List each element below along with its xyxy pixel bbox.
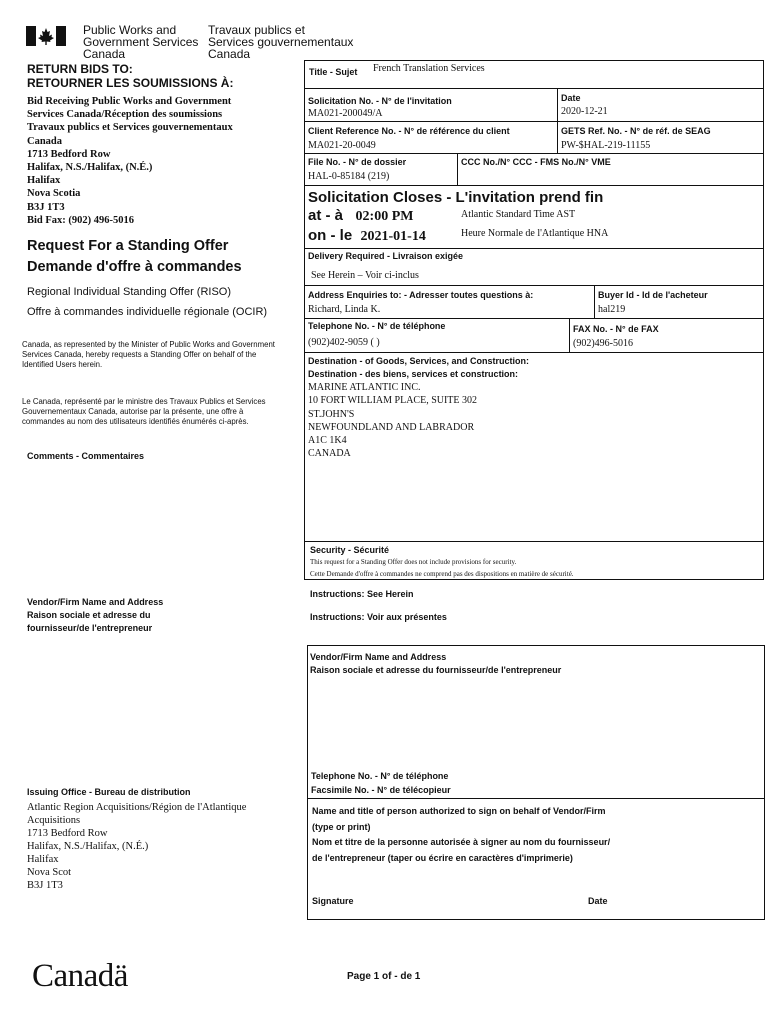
- instructions-en: Instructions: See Herein: [310, 589, 414, 599]
- gets-value: PW-$HAL-219-11155: [561, 140, 651, 151]
- destination-label: Destination - of Goods, Services, and Construction: Destination - des biens, services et construction:: [308, 356, 530, 379]
- vendor-label-left: Vendor/Firm Name and Address Raison sociale et adresse du fournisseur/de l'entrepreneur: [27, 597, 164, 633]
- close-time: 02:00 PM: [355, 209, 414, 224]
- telephone-label: Telephone No. - N° de téléphone: [308, 321, 446, 331]
- page-number: Page 1 of - de 1: [347, 971, 421, 982]
- file-label: File No. - N° de dossier: [308, 157, 407, 167]
- delivery-label: Delivery Required - Livraison exigée: [308, 251, 464, 261]
- security-text-fr: Cette Demande d'offre à commandes ne comprend pas des dispositions en matière de sécurité.: [310, 570, 574, 578]
- gov-name-en: Public Works and Government Services Canada: [83, 23, 199, 61]
- close-date: 2021-01-14: [360, 229, 426, 244]
- signature-label: Signature: [312, 896, 354, 906]
- timezone-fr: Heure Normale de l'Atlantique HNA: [461, 228, 609, 239]
- security-label: Security - Sécurité: [310, 545, 390, 555]
- comments-label: Comments - Commentaires: [27, 451, 145, 461]
- closes-label: Solicitation Closes - L'invitation prend fin: [308, 189, 604, 206]
- gov-name-fr: Travaux publics et Services gouvernementaux Canada: [208, 23, 354, 61]
- enquiries-value: Richard, Linda K.: [308, 304, 381, 315]
- authorized-signer-label: Name and title of person authorized to sign on behalf of Vendor/Firm (type or print) Nom et titre de la personne autorisée à signer au nom du fournisseur/ de l'entrepreneur (taper ou écrire en caractères d'imprimerie): [312, 806, 611, 863]
- issuing-office-label: Issuing Office - Bureau de distribution: [27, 787, 191, 797]
- rso-title: Request For a Standing Offer Demande d'offre à commandes: [27, 238, 242, 275]
- title-label: Title - Sujet: [309, 67, 358, 77]
- vendor-signature-box: [307, 645, 765, 920]
- delivery-value: See Herein – Voir ci-inclus: [311, 270, 419, 281]
- security-text-en: This request for a Standing Offer does not include provisions for security.: [310, 558, 517, 566]
- issuing-office-address: Atlantic Region Acquisitions/Région de l'Atlantique Acquisitions 1713 Bedford Row Halifax, N.S./Halifax, (N.É.) Halifax Nova Scot B3J 1T3: [27, 802, 247, 891]
- request-paragraph-fr: Le Canada, représenté par le ministre des Travaux Publics et Services Gouvernementaux Canada, autorise par la présente, une offre à commandes au nom des utilisateurs identifiés énumérés ci-après.: [22, 397, 266, 426]
- signature-date-label: Date: [588, 896, 608, 906]
- return-bids-heading: RETURN BIDS TO: RETOURNER LES SOUMISSIONS À:: [27, 62, 234, 90]
- canada-flag-icon: [26, 26, 66, 46]
- destination-address: MARINE ATLANTIC INC. 10 FORT WILLIAM PLACE, SUITE 302 ST.JOHN'S NEWFOUNDLAND AND LABRADOR A1C 1K4 CANADA: [308, 382, 478, 460]
- file-value: HAL-0-85184 (219): [308, 171, 390, 182]
- instructions-fr: Instructions: Voir aux présentes: [310, 612, 447, 622]
- closes-on-line: on - le 2021-01-14: [308, 227, 426, 244]
- solicitation-label: Solicitation No. - N° de l'invitation: [308, 96, 452, 106]
- solicitation-value: MA021-200049/A: [308, 108, 383, 119]
- closes-at-line: at - à 02:00 PM: [308, 207, 414, 224]
- telephone-value: (902)402-9059 ( ): [308, 337, 380, 348]
- vendor-facsimile-label: Facsimile No. - N° de télécopieur: [311, 785, 451, 795]
- ccc-label: CCC No./N° CCC - FMS No./N° VME: [461, 157, 611, 167]
- request-paragraph-en: Canada, as represented by the Minister of Public Works and Government Services Canada, hereby requests a Standing Offer on behalf of the Identified Users herein.: [22, 340, 275, 369]
- return-address: Bid Receiving Public Works and Government Services Canada/Réception des soumissions Travaux publics et Services gouvernementaux Canada 1713 Bedford Row Halifax, N.S./Halifax, (N.É.) Halifax Nova Scotia B3J 1T3 Bid Fax: (902) 496-5016: [27, 96, 233, 226]
- vendor-label-right: Vendor/Firm Name and Address Raison sociale et adresse du fournisseur/de l'entrepreneur: [310, 652, 562, 675]
- vendor-telephone-label: Telephone No. - N° de téléphone: [311, 771, 449, 781]
- buyer-value: hal219: [598, 304, 626, 315]
- solicitation-form: [304, 60, 764, 580]
- timezone-en: Atlantic Standard Time AST: [461, 209, 576, 220]
- enquiries-label: Address Enquiries to: - Adresser toutes questions à:: [308, 290, 534, 300]
- fax-value: (902)496-5016: [573, 338, 633, 349]
- buyer-label: Buyer Id - Id de l'acheteur: [598, 290, 708, 300]
- title-value: French Translation Services: [373, 63, 485, 74]
- client-ref-label: Client Reference No. - N° de référence du client: [308, 126, 510, 136]
- fax-label: FAX No. - N° de FAX: [573, 324, 659, 334]
- canada-wordmark: Canadä: [32, 958, 128, 994]
- date-label: Date: [561, 93, 581, 103]
- client-ref-value: MA021-20-0049: [308, 140, 376, 151]
- riso-type: Regional Individual Standing Offer (RISO) Offre à commandes individuelle régionale (OCIR): [27, 286, 268, 318]
- date-value: 2020-12-21: [561, 106, 608, 117]
- gets-label: GETS Ref. No. - N° de réf. de SEAG: [561, 126, 711, 136]
